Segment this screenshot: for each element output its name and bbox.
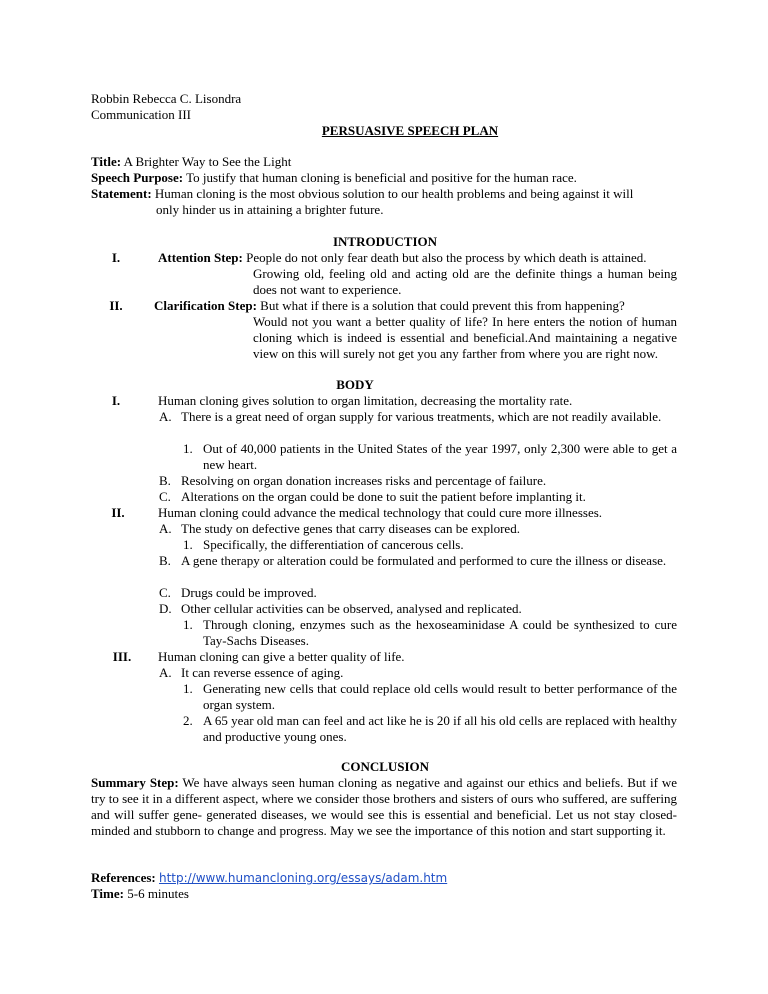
body-2a-label: A. xyxy=(159,521,172,536)
body-2d1-label: 1. xyxy=(183,617,193,632)
attention-step-label: Attention Step: xyxy=(158,250,243,265)
body-1b-label: B. xyxy=(159,473,171,488)
time-line xyxy=(91,886,189,902)
time-text: 5-6 minutes xyxy=(127,886,189,901)
references-link[interactable]: http://www.humancloning.org/essays/adam.htm xyxy=(158,871,448,885)
attention-step-line xyxy=(158,250,646,266)
body-2d1-text: Through cloning, enzymes such as the hexoseaminidase A could be synthesized to cure Tay-Sachs Diseases. xyxy=(203,617,677,648)
body-1a1-text: Out of 40,000 patients in the United States of the year 1997, only 2,300 were able to get a new heart. xyxy=(203,441,677,472)
speech-title: A Brighter Way to See the Light xyxy=(123,154,292,169)
body-numeral-2: II. xyxy=(111,505,125,520)
clarification-step-label: Clarification Step: xyxy=(154,298,257,313)
purpose-line xyxy=(91,170,577,186)
statement-text-2: only hinder us in attaining a brighter future. xyxy=(156,202,384,217)
time-label: Time: xyxy=(91,886,124,901)
body-2a-text: The study on defective genes that carry diseases can be explored. xyxy=(181,521,520,536)
body-3a1-label: 1. xyxy=(183,681,193,696)
clarification-step-text: Would not you want a better quality of life? In here enters the notion of human cloning which is indeed is essential and beneficial.And maintaining a negative view on this will surely not get you any farther from where you are right now. xyxy=(253,314,677,361)
body-1c-text: Alterations on the organ could be done to suit the patient before implanting it. xyxy=(181,489,586,504)
body-numeral-3: III. xyxy=(112,649,132,664)
statement-text-1: Human cloning is the most obvious solution to our health problems and being against it will xyxy=(154,186,634,201)
body-3a2-text: A 65 year old man can feel and act like he is 20 if all his old cells are replaced with healthy and productive young ones. xyxy=(203,713,677,744)
body-1a-label: A. xyxy=(159,409,172,424)
document-title: PERSUASIVE SPEECH PLAN xyxy=(321,123,499,138)
summary-step-label: Summary Step: xyxy=(91,775,179,790)
body-2c-text: Drugs could be improved. xyxy=(181,585,317,600)
speech-purpose: To justify that human cloning is beneficial and positive for the human race. xyxy=(186,170,577,185)
body-numeral-1: I. xyxy=(111,393,121,408)
introduction-heading: INTRODUCTION xyxy=(332,234,437,249)
body-1a-text: There is a great need of organ supply for various treatments, which are not readily available. xyxy=(181,409,662,424)
course-name: Communication III xyxy=(91,107,192,122)
body-point-3: Human cloning can give a better quality of life. xyxy=(158,649,405,664)
body-heading: BODY xyxy=(336,377,374,392)
body-2b-text: A gene therapy or alteration could be formulated and performed to cure the illness or disease. xyxy=(181,553,667,568)
clarification-step-line xyxy=(154,298,625,314)
attention-step-line-1: People do not only fear death but also the process by which death is attained. xyxy=(246,250,647,265)
body-point-1: Human cloning gives solution to organ limitation, decreasing the mortality rate. xyxy=(158,393,573,408)
body-1c-label: C. xyxy=(159,489,171,504)
attention-step-text: Growing old, feeling old and acting old are the definite things a human being does not want to experience. xyxy=(253,266,677,297)
title-label: Title: xyxy=(91,154,122,169)
body-point-2: Human cloning could advance the medical technology that could cure more illnesses. xyxy=(158,505,603,520)
statement-line xyxy=(91,186,633,202)
intro-numeral-2: II. xyxy=(109,298,123,313)
body-3a-label: A. xyxy=(159,665,172,680)
body-1a1-label: 1. xyxy=(183,441,193,456)
body-1b-text: Resolving on organ donation increases risks and percentage of failure. xyxy=(181,473,547,488)
statement-label: Statement: xyxy=(91,186,152,201)
author-name: Robbin Rebecca C. Lisondra xyxy=(91,91,242,106)
references-label: References: xyxy=(91,870,156,885)
body-3a-text: It can reverse essence of aging. xyxy=(181,665,344,680)
body-2c-label: C. xyxy=(159,585,171,600)
clarification-step-line-1: But what if there is a solution that could prevent this from happening? xyxy=(260,298,625,313)
title-line xyxy=(91,154,291,170)
body-3a2-label: 2. xyxy=(183,713,193,728)
summary-step-text: We have always seen human cloning as negative and against our ethics and beliefs. But if we try to see it in a different aspect, where we consider those brothers and sisters of ours who suffered, are suffering and will suffer gene- generated diseases, we would see this is essential and beneficial. Let us not stay closed-minded and stubborn to change and progress. May we see the importance of this notion and start supporting it. xyxy=(91,775,677,838)
body-3a1-text: Generating new cells that could replace old cells would result to better performance of the organ system. xyxy=(203,681,677,712)
body-2d-text: Other cellular activities can be observed, analysed and replicated. xyxy=(181,601,522,616)
body-2a1-text: Specifically, the differentiation of cancerous cells. xyxy=(203,537,464,552)
body-2a1-label: 1. xyxy=(183,537,193,552)
intro-numeral-1: I. xyxy=(111,250,121,265)
references-line xyxy=(91,870,447,886)
purpose-label: Speech Purpose: xyxy=(91,170,184,185)
conclusion-heading: CONCLUSION xyxy=(340,759,430,774)
body-2d-label: D. xyxy=(159,601,172,616)
summary-step xyxy=(91,775,677,839)
body-2b-label: B. xyxy=(159,553,171,568)
